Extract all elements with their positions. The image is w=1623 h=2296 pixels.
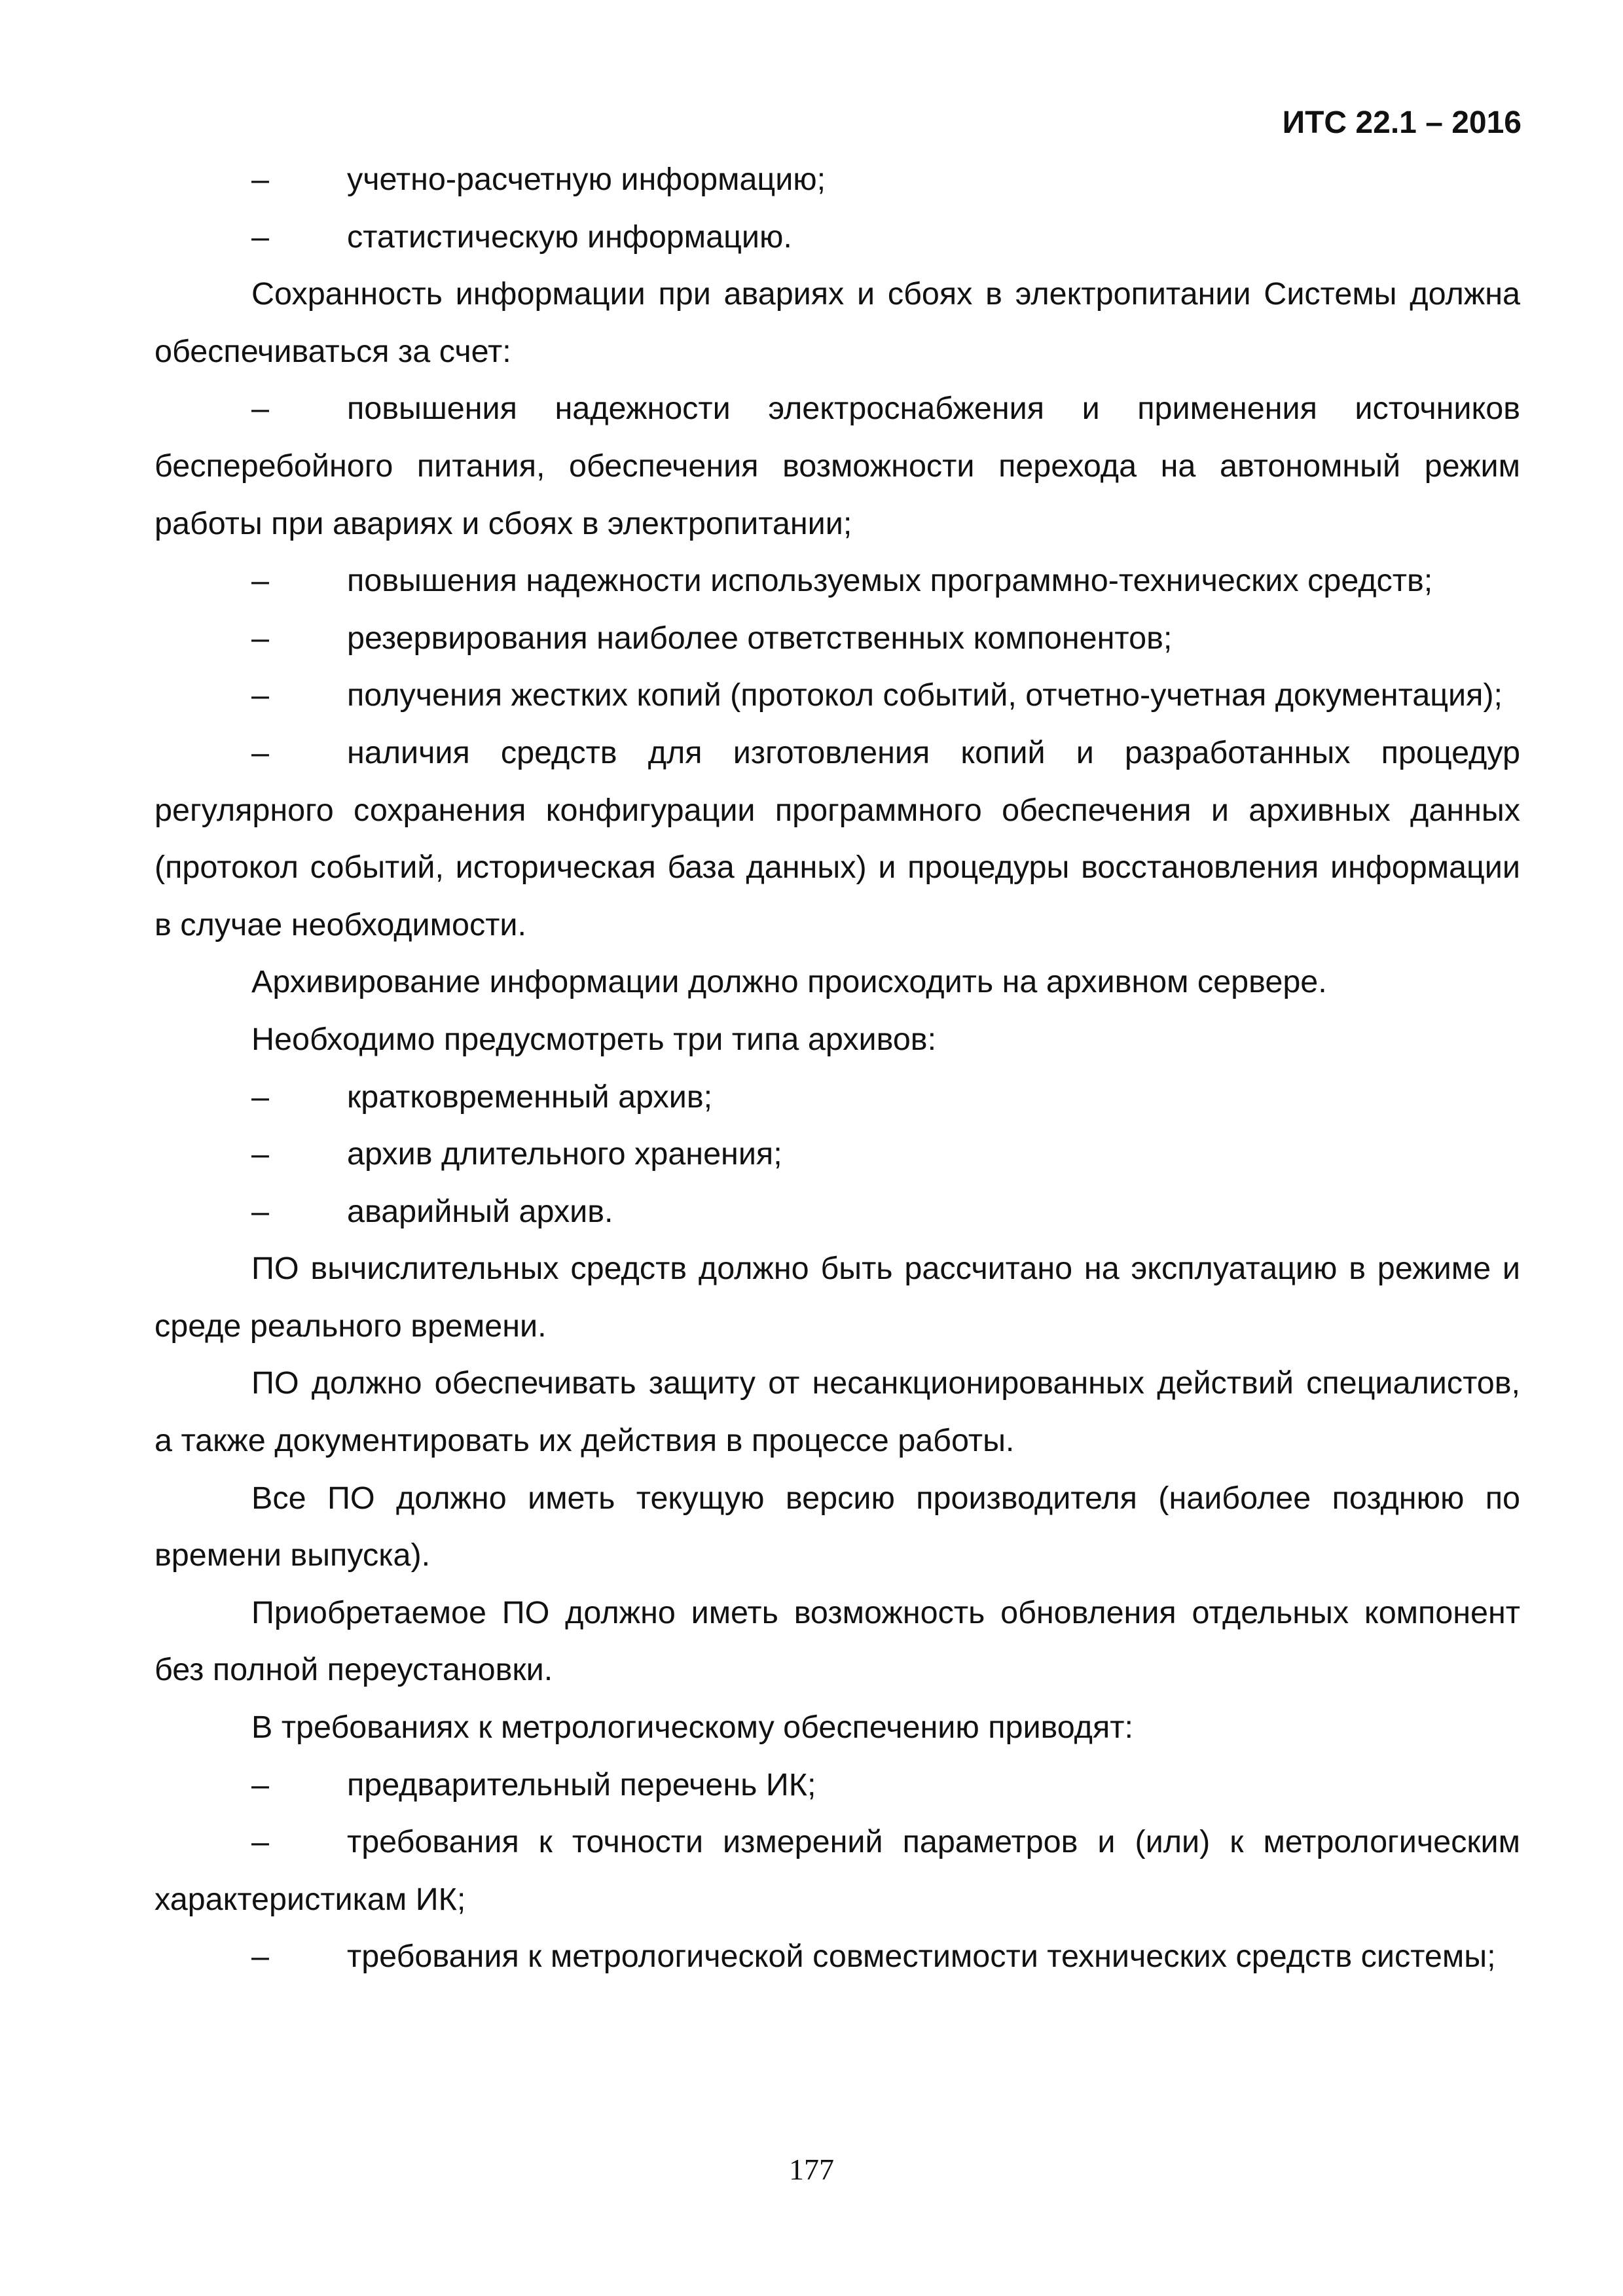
document-code: ИТС 22.1 – 2016 [1282, 105, 1522, 140]
list-item-text: требования к метрологической совместимости технических средств системы; [347, 1939, 1496, 1975]
list-item-text: повышения надежности электроснабжения и применения источников бесперебойного питания, обеспечения возможности перехода на автономный режим работы при авариях и сбоях в электропитании; [155, 391, 1520, 541]
dash-marker: – [251, 391, 269, 427]
list-item-text: требования к точности измерений параметров и (или) к метрологическим характеристикам ИК; [155, 1824, 1520, 1917]
list-item [155, 667, 1520, 725]
list-item-text: резервирования наиболее ответственных компонентов; [347, 620, 1173, 656]
list-item [155, 209, 1520, 266]
paragraph: ПО должно обеспечивать защиту от несанкционированных действий специалистов, а также документировать их действия в процессе работы. [155, 1365, 1520, 1459]
body-text [155, 151, 1520, 1986]
paragraph: Сохранность информации при авариях и сбоях в электропитании Системы должна обеспечиваться за счет: [155, 276, 1520, 369]
list-item [155, 725, 1520, 954]
list-item [155, 610, 1520, 668]
list-item-text: статистическую информацию. [347, 219, 792, 255]
list-item-text: повышения надежности используемых программно-технических средств; [347, 563, 1433, 599]
list-item [155, 1928, 1520, 1986]
list-item [155, 1126, 1520, 1183]
dash-marker: – [251, 1824, 269, 1860]
list-item-text: получения жестких копий (протокол событий, отчетно-учетная документация); [347, 677, 1503, 713]
list-item [155, 1814, 1520, 1928]
dash-marker: – [251, 1193, 269, 1229]
list-item-text: кратковременный архив; [347, 1079, 713, 1115]
dash-marker: – [251, 1767, 269, 1803]
dash-marker: – [251, 219, 269, 255]
list-item-text: предварительный перечень ИК; [347, 1767, 816, 1803]
list-item [155, 552, 1520, 610]
paragraph: В требованиях к метрологическому обеспечению приводят: [251, 1710, 1133, 1746]
paragraph: Все ПО должно иметь текущую версию производителя (наиболее позднюю по времени выпуска). [155, 1480, 1520, 1573]
dash-marker: – [251, 162, 269, 197]
dash-marker: – [251, 677, 269, 713]
list-item-text: учетно-расчетную информацию; [347, 162, 826, 197]
dash-marker: – [251, 734, 269, 770]
paragraph: Приобретаемое ПО должно иметь возможность обновления отдельных компонент без полной переустановки. [155, 1594, 1520, 1688]
dash-marker: – [251, 1939, 269, 1975]
dash-marker: – [251, 563, 269, 599]
list-item [155, 1069, 1520, 1126]
list-item-text: наличия средств для изготовления копий и разработанных процедур регулярного сохранения конфигурации программного обеспечения и архивных данных (протокол событий, историческая база данных) и процедуры восстановления информации в случае необходимости. [155, 734, 1520, 942]
list-item [155, 1183, 1520, 1241]
paragraph: ПО вычислительных средств должно быть рассчитано на эксплуатацию в режиме и среде реального времени. [155, 1251, 1520, 1344]
dash-marker: – [251, 620, 269, 656]
list-item [155, 151, 1520, 209]
page-number: 177 [789, 2153, 834, 2186]
list-item [155, 1757, 1520, 1814]
list-item-text: аварийный архив. [347, 1193, 613, 1229]
paragraph: Необходимо предусмотреть три типа архивов: [251, 1021, 937, 1057]
list-item-text: архив длительного хранения; [347, 1136, 782, 1172]
dash-marker: – [251, 1136, 269, 1172]
dash-marker: – [251, 1079, 269, 1115]
paragraph: Архивирование информации должно происходить на архивном сервере. [251, 964, 1327, 1000]
list-item [155, 380, 1520, 552]
